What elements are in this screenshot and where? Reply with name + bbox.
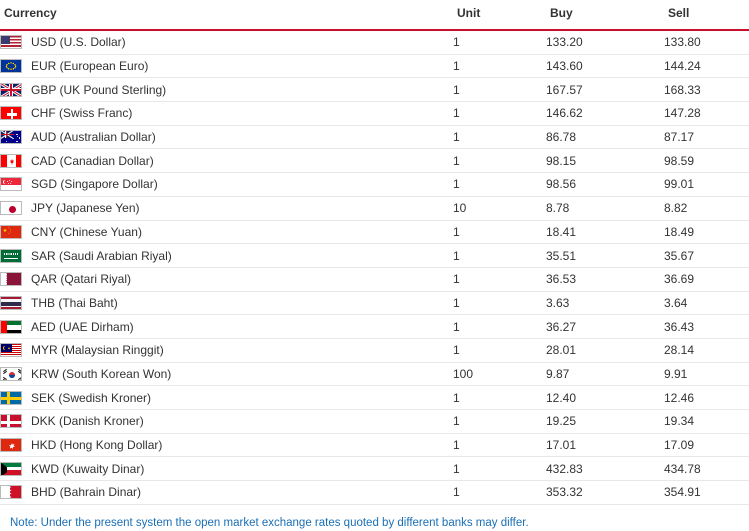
flag-icon-gbp xyxy=(0,83,22,97)
cell-unit: 1 xyxy=(453,315,546,339)
cell-unit: 1 xyxy=(453,291,546,315)
currency-label: GBP (UK Pound Sterling) xyxy=(31,82,167,97)
currency-label: BHD (Bahrain Dinar) xyxy=(31,485,142,500)
table-row xyxy=(0,481,749,505)
cell-currency xyxy=(0,54,453,78)
cell-buy: 35.51 xyxy=(546,244,664,268)
flag-icon-aud xyxy=(0,130,22,144)
cell-buy: 28.01 xyxy=(546,338,664,362)
cell-unit: 1 xyxy=(453,338,546,362)
cell-currency xyxy=(0,30,453,54)
cell-sell: 87.17 xyxy=(664,125,749,149)
cell-sell: 17.09 xyxy=(664,433,749,457)
cell-currency xyxy=(0,291,453,315)
cell-buy: 18.41 xyxy=(546,220,664,244)
currency-label: DKK (Danish Kroner) xyxy=(31,414,144,429)
cell-buy: 98.56 xyxy=(546,173,664,197)
cell-currency xyxy=(0,386,453,410)
currency-label: CHF (Swiss Franc) xyxy=(31,106,133,121)
cell-unit: 1 xyxy=(453,102,546,126)
cell-buy: 8.78 xyxy=(546,196,664,220)
cell-currency xyxy=(0,149,453,173)
table-row xyxy=(0,54,749,78)
table-row xyxy=(0,315,749,339)
flag-icon-thb xyxy=(0,296,22,310)
cell-currency xyxy=(0,102,453,126)
flag-icon-cad xyxy=(0,154,22,168)
table-row xyxy=(0,386,749,410)
cell-currency xyxy=(0,125,453,149)
cell-buy: 353.32 xyxy=(546,481,664,505)
cell-currency xyxy=(0,338,453,362)
table-row xyxy=(0,30,749,54)
cell-buy: 146.62 xyxy=(546,102,664,126)
cell-unit: 1 xyxy=(453,244,546,268)
cell-sell: 133.80 xyxy=(664,30,749,54)
cell-sell: 18.49 xyxy=(664,220,749,244)
cell-buy: 432.83 xyxy=(546,457,664,481)
flag-icon-dkk xyxy=(0,414,22,428)
flag-icon-sar xyxy=(0,249,22,263)
cell-currency xyxy=(0,220,453,244)
cell-sell: 147.28 xyxy=(664,102,749,126)
table-row xyxy=(0,220,749,244)
cell-sell: 12.46 xyxy=(664,386,749,410)
cell-unit: 1 xyxy=(453,30,546,54)
cell-unit: 1 xyxy=(453,220,546,244)
cell-buy: 133.20 xyxy=(546,30,664,54)
flag-icon-usd xyxy=(0,35,22,49)
cell-unit: 1 xyxy=(453,410,546,434)
flag-icon-bhd xyxy=(0,485,22,499)
cell-buy: 12.40 xyxy=(546,386,664,410)
cell-sell: 354.91 xyxy=(664,481,749,505)
currency-label: AUD (Australian Dollar) xyxy=(31,130,156,145)
flag-icon-kwd xyxy=(0,462,22,476)
cell-sell: 168.33 xyxy=(664,78,749,102)
cell-buy: 17.01 xyxy=(546,433,664,457)
currency-label: CAD (Canadian Dollar) xyxy=(31,153,154,168)
cell-buy: 167.57 xyxy=(546,78,664,102)
cell-unit: 1 xyxy=(453,78,546,102)
cell-sell: 144.24 xyxy=(664,54,749,78)
currency-label: JPY (Japanese Yen) xyxy=(31,201,140,216)
cell-unit: 1 xyxy=(453,267,546,291)
flag-icon-aed xyxy=(0,320,22,334)
table-row xyxy=(0,267,749,291)
currency-label: THB (Thai Baht) xyxy=(31,295,118,310)
currency-label: AED (UAE Dirham) xyxy=(31,319,134,334)
flag-icon-hkd xyxy=(0,438,22,452)
flag-icon-chf xyxy=(0,106,22,120)
cell-sell: 98.59 xyxy=(664,149,749,173)
cell-sell: 36.69 xyxy=(664,267,749,291)
cell-buy: 9.87 xyxy=(546,362,664,386)
cell-unit: 1 xyxy=(453,54,546,78)
flag-icon-sgd xyxy=(0,177,22,191)
cell-currency xyxy=(0,196,453,220)
cell-unit: 1 xyxy=(453,125,546,149)
cell-buy: 36.27 xyxy=(546,315,664,339)
cell-sell: 9.91 xyxy=(664,362,749,386)
table-header xyxy=(0,0,749,30)
flag-icon-eur xyxy=(0,59,22,73)
flag-icon-jpy xyxy=(0,201,22,215)
cell-sell: 19.34 xyxy=(664,410,749,434)
currency-label: HKD (Hong Kong Dollar) xyxy=(31,438,163,453)
currency-label: QAR (Qatari Riyal) xyxy=(31,272,132,287)
table-row xyxy=(0,196,749,220)
cell-unit: 1 xyxy=(453,457,546,481)
disclaimer-note: Note: Under the present system the open market exchange rates quoted by different banks may differ. xyxy=(10,516,529,529)
column-header-buy: Buy xyxy=(546,0,664,30)
cell-unit: 1 xyxy=(453,173,546,197)
cell-sell: 3.64 xyxy=(664,291,749,315)
table-row xyxy=(0,362,749,386)
flag-icon-krw xyxy=(0,367,22,381)
table-row xyxy=(0,433,749,457)
cell-sell: 8.82 xyxy=(664,196,749,220)
currency-label: USD (U.S. Dollar) xyxy=(31,35,126,50)
cell-unit: 1 xyxy=(453,433,546,457)
cell-unit: 1 xyxy=(453,149,546,173)
cell-sell: 36.43 xyxy=(664,315,749,339)
cell-sell: 99.01 xyxy=(664,173,749,197)
cell-unit: 100 xyxy=(453,362,546,386)
table-row xyxy=(0,457,749,481)
cell-unit: 1 xyxy=(453,386,546,410)
cell-buy: 19.25 xyxy=(546,410,664,434)
table-row xyxy=(0,410,749,434)
cell-unit: 1 xyxy=(453,481,546,505)
table-row xyxy=(0,291,749,315)
cell-buy: 98.15 xyxy=(546,149,664,173)
cell-currency xyxy=(0,410,453,434)
column-header-unit: Unit xyxy=(453,0,546,30)
flag-icon-sek xyxy=(0,391,22,405)
currency-label: SEK (Swedish Kroner) xyxy=(31,390,152,405)
currency-label: CNY (Chinese Yuan) xyxy=(31,224,142,239)
cell-unit: 10 xyxy=(453,196,546,220)
table-row xyxy=(0,149,749,173)
flag-icon-cny xyxy=(0,225,22,239)
currency-label: KRW (South Korean Won) xyxy=(31,366,172,381)
table-row xyxy=(0,125,749,149)
cell-currency xyxy=(0,457,453,481)
cell-currency xyxy=(0,267,453,291)
cell-buy: 86.78 xyxy=(546,125,664,149)
table-row xyxy=(0,173,749,197)
flag-icon-myr xyxy=(0,343,22,357)
currency-label: MYR (Malaysian Ringgit) xyxy=(31,343,164,358)
cell-buy: 3.63 xyxy=(546,291,664,315)
cell-buy: 143.60 xyxy=(546,54,664,78)
cell-sell: 434.78 xyxy=(664,457,749,481)
cell-currency xyxy=(0,362,453,386)
currency-label: SGD (Singapore Dollar) xyxy=(31,177,158,192)
column-header-sell: Sell xyxy=(664,0,749,30)
flag-icon-qar xyxy=(0,272,22,286)
currency-label: EUR (European Euro) xyxy=(31,59,149,74)
cell-buy: 36.53 xyxy=(546,267,664,291)
currency-label: SAR (Saudi Arabian Riyal) xyxy=(31,248,172,263)
cell-currency xyxy=(0,315,453,339)
column-header-currency: Currency xyxy=(0,0,453,30)
cell-currency xyxy=(0,173,453,197)
table-row xyxy=(0,102,749,126)
table-row xyxy=(0,78,749,102)
table-row xyxy=(0,338,749,362)
cell-currency xyxy=(0,481,453,505)
table-row xyxy=(0,244,749,268)
cell-currency xyxy=(0,433,453,457)
cell-sell: 35.67 xyxy=(664,244,749,268)
currency-label: KWD (Kuwaity Dinar) xyxy=(31,461,145,476)
table-body xyxy=(0,30,749,504)
table-header-row xyxy=(0,0,749,30)
cell-currency xyxy=(0,78,453,102)
cell-currency xyxy=(0,244,453,268)
cell-sell: 28.14 xyxy=(664,338,749,362)
